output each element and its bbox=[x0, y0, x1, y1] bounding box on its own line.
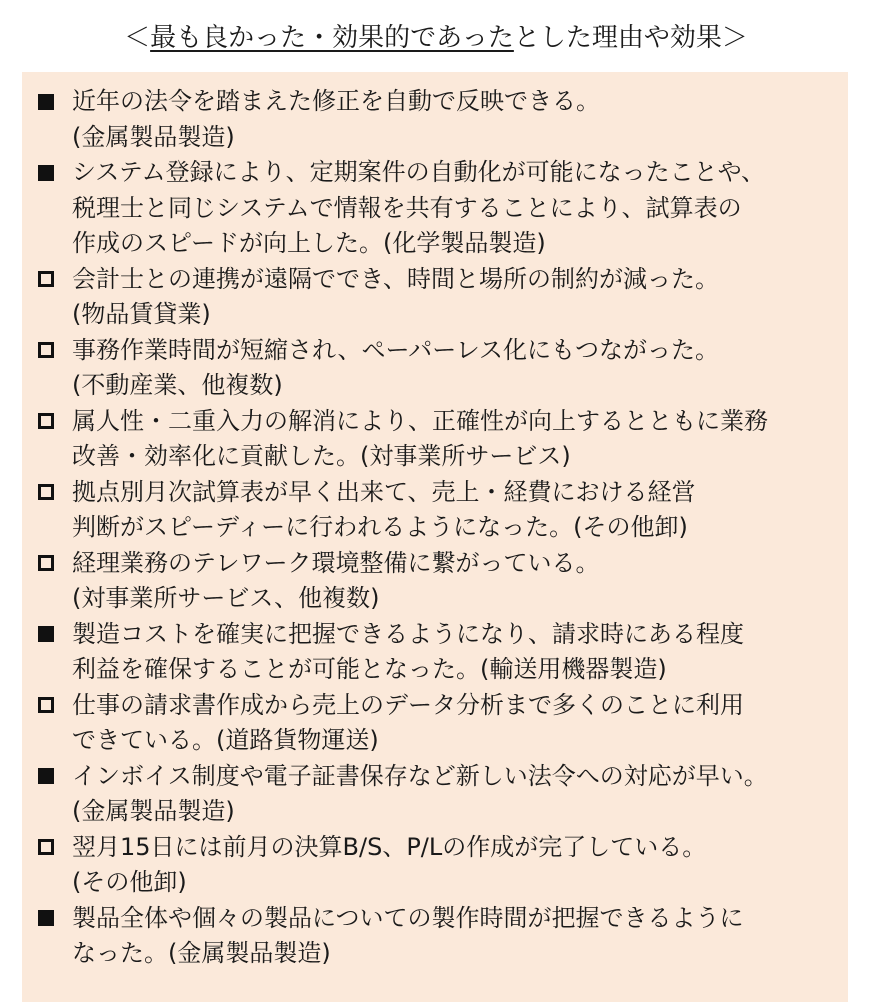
list-item bbox=[38, 84, 844, 155]
list-item bbox=[38, 759, 844, 830]
list-item-text bbox=[72, 404, 844, 475]
outline-square-bullet-icon bbox=[38, 688, 72, 724]
list-item-line: 利益を確保することが可能となった。(輸送用機器製造) bbox=[72, 655, 667, 683]
list-item-line: (金属製品製造) bbox=[72, 122, 235, 151]
list-item-text bbox=[72, 546, 844, 617]
list-item-line: 経理業務のテレワーク環境整備に繋がっている。 bbox=[72, 548, 600, 577]
heading-open-bracket: ＜ bbox=[124, 23, 151, 53]
list-item-line: できている。(道路貨物運送) bbox=[72, 726, 379, 754]
filled-square-bullet-icon bbox=[38, 84, 72, 120]
filled-square-bullet-icon bbox=[38, 759, 72, 795]
list-item bbox=[38, 333, 844, 404]
list-item-line: なった。(金属製品製造) bbox=[72, 939, 331, 967]
list-item-line: (物品賃貸業) bbox=[72, 300, 211, 328]
list-item-line: 事務作業時間が短縮され、ペーパーレス化にもつながった。 bbox=[72, 335, 720, 364]
outline-square-bullet-icon bbox=[38, 404, 72, 440]
list-item-line: (その他卸) bbox=[72, 868, 187, 896]
list-item-text bbox=[72, 759, 844, 830]
list-item-line: (金属製品製造) bbox=[72, 797, 235, 825]
list-item-line: システム登録により、定期案件の自動化が可能になったことや、 bbox=[72, 158, 766, 186]
list-item-text bbox=[72, 262, 844, 333]
outline-square-bullet-icon bbox=[38, 546, 72, 582]
list-item bbox=[38, 475, 844, 546]
list-item-line: 作成のスピードが向上した。(化学製品製造) bbox=[72, 229, 546, 257]
heading-underlined-text: 最も良かった・効果的であった bbox=[150, 23, 514, 53]
list-item-line: (不動産業、他複数) bbox=[72, 371, 283, 399]
reasons-list bbox=[38, 84, 844, 972]
list-item bbox=[38, 617, 844, 688]
list-item bbox=[38, 262, 844, 333]
filled-square-bullet-icon bbox=[38, 155, 72, 191]
list-item-line: 改善・効率化に貢献した。(対事業所サービス) bbox=[72, 442, 571, 470]
list-item bbox=[38, 404, 844, 475]
list-item-line: 仕事の請求書作成から売上のデータ分析まで多くのことに利用 bbox=[72, 690, 744, 719]
list-item-text bbox=[72, 475, 844, 546]
list-item-text bbox=[72, 617, 844, 688]
list-item-line: 製品全体や個々の製品についての製作時間が把握できるように bbox=[72, 903, 744, 932]
outline-square-bullet-icon bbox=[38, 262, 72, 298]
list-item-text bbox=[72, 901, 844, 972]
list-item-line: 翌月15日には前月の決算B/S、P/Lの作成が完了している。 bbox=[72, 832, 707, 861]
list-item-line: 拠点別月次試算表が早く出来て、売上・経費における経営 bbox=[72, 477, 696, 506]
filled-square-bullet-icon bbox=[38, 617, 72, 653]
list-item bbox=[38, 546, 844, 617]
list-item bbox=[38, 155, 844, 262]
list-item-line: 属人性・二重入力の解消により、正確性が向上するとともに業務 bbox=[72, 406, 768, 435]
list-item-line: (対事業所サービス、他複数) bbox=[72, 584, 380, 612]
list-item-line: インボイス制度や電子証書保存など新しい法令への対応が早い。 bbox=[72, 761, 768, 790]
outline-square-bullet-icon bbox=[38, 475, 72, 511]
section-heading bbox=[0, 18, 872, 58]
list-item bbox=[38, 901, 844, 972]
heading-close-bracket: ＞ bbox=[721, 23, 748, 53]
list-item-text bbox=[72, 84, 844, 155]
reasons-panel bbox=[22, 72, 848, 1002]
list-item-text bbox=[72, 333, 844, 404]
list-item-text bbox=[72, 155, 844, 262]
heading-plain-text: とした理由や効果 bbox=[513, 23, 722, 53]
list-item bbox=[38, 688, 844, 759]
outline-square-bullet-icon bbox=[38, 333, 72, 369]
filled-square-bullet-icon bbox=[38, 901, 72, 937]
list-item-text bbox=[72, 830, 844, 901]
list-item-line: 判断がスピーディーに行われるようになった。(その他卸) bbox=[72, 513, 688, 541]
list-item bbox=[38, 830, 844, 901]
outline-square-bullet-icon bbox=[38, 830, 72, 866]
list-item-line: 近年の法令を踏まえた修正を自動で反映できる。 bbox=[72, 87, 600, 115]
list-item-line: 税理士と同じシステムで情報を共有することにより、試算表の bbox=[72, 193, 742, 222]
list-item-line: 会計士との連携が遠隔ででき、時間と場所の制約が減った。 bbox=[72, 264, 720, 293]
list-item-line: 製造コストを確実に把握できるようになり、請求時にある程度 bbox=[72, 619, 744, 648]
list-item-text bbox=[72, 688, 844, 759]
